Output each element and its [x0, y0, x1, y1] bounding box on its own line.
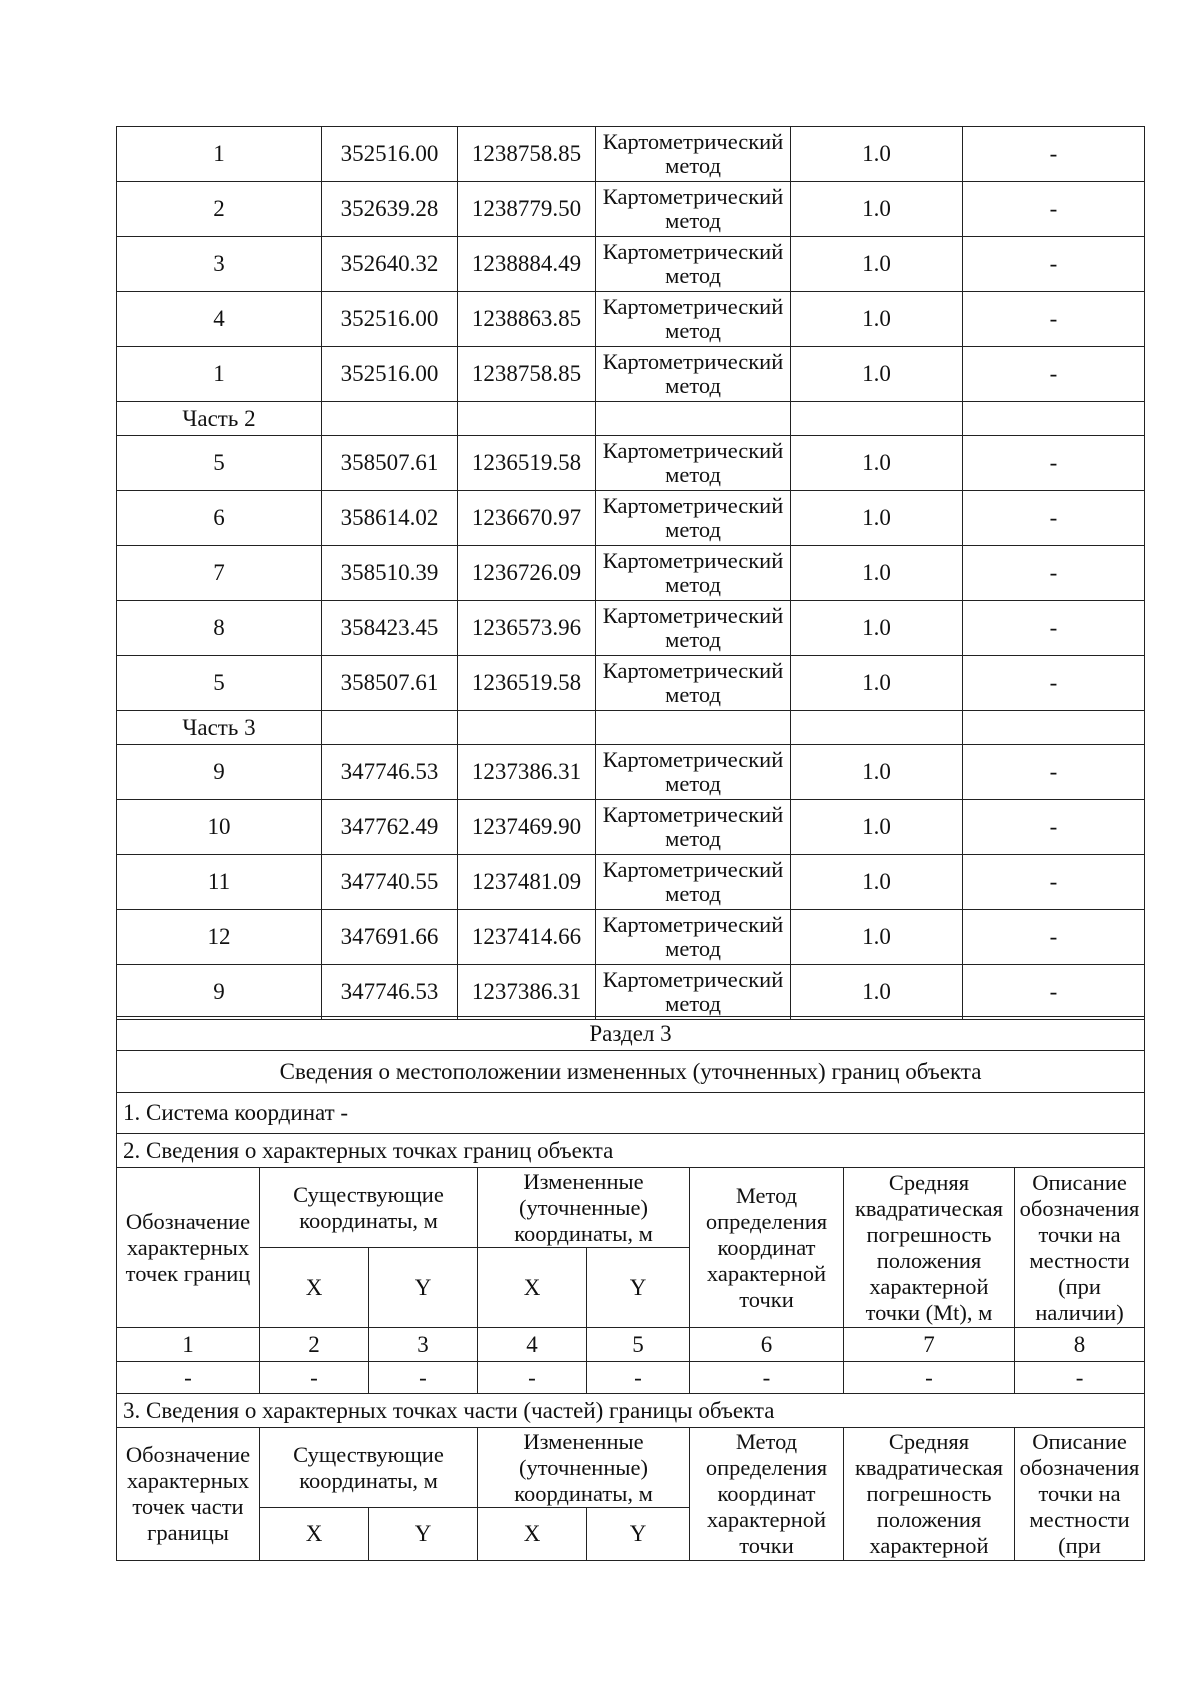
- point-y-cell: 1238758.85: [458, 347, 596, 402]
- point-x-cell: 358507.61: [322, 436, 458, 491]
- points-body: [117, 127, 1145, 1020]
- header-accuracy: Средняя квадратическая погрешность положения характерной точки (Mt), м: [844, 1168, 1015, 1328]
- point-method-cell: Картометрический метод: [596, 910, 791, 965]
- point-accuracy-cell: 1.0: [791, 546, 963, 601]
- point-description-cell: -: [963, 965, 1145, 1020]
- point-accuracy-cell: 1.0: [791, 910, 963, 965]
- point-row: [117, 182, 1145, 237]
- point-description-cell: -: [963, 347, 1145, 402]
- point-y-cell: 1238863.85: [458, 292, 596, 347]
- point-method-cell: Картометрический метод: [596, 491, 791, 546]
- point-row: [117, 546, 1145, 601]
- point-id-cell: 5: [117, 656, 322, 711]
- point-id-cell: 4: [117, 292, 322, 347]
- point-description-cell: -: [963, 436, 1145, 491]
- point-description-cell: -: [963, 237, 1145, 292]
- point-id-cell: 7: [117, 546, 322, 601]
- point-row: [117, 601, 1145, 656]
- header2-existing-x: X: [260, 1508, 369, 1561]
- header2-changed-coords: Измененные (уточненные) координаты, м: [478, 1428, 690, 1508]
- header2-changed-x: X: [478, 1508, 587, 1561]
- part-points-title: 3. Сведения о характерных точках части (частей) границы объекта: [117, 1394, 1145, 1428]
- section-heading: Сведения о местоположении измененных (уточненных) границ объекта: [117, 1051, 1145, 1093]
- point-description-cell: -: [963, 601, 1145, 656]
- header-existing-coords: Существующие координаты, м: [260, 1168, 478, 1248]
- empty-cell: -: [117, 1362, 260, 1394]
- point-method-cell: Картометрический метод: [596, 292, 791, 347]
- point-row: [117, 656, 1145, 711]
- point-accuracy-cell: 1.0: [791, 965, 963, 1020]
- part-label-row: [117, 711, 1145, 745]
- point-method-cell: Картометрический метод: [596, 745, 791, 800]
- point-y-cell: 1237386.31: [458, 745, 596, 800]
- empty-cell: -: [260, 1362, 369, 1394]
- point-x-cell: 358510.39: [322, 546, 458, 601]
- point-x-cell: 358614.02: [322, 491, 458, 546]
- point-y-cell: 1238884.49: [458, 237, 596, 292]
- point-id-cell: 1: [117, 127, 322, 182]
- column-number: 7: [844, 1328, 1015, 1362]
- column-number: 3: [369, 1328, 478, 1362]
- point-description-cell: -: [963, 800, 1145, 855]
- point-x-cell: 347740.55: [322, 855, 458, 910]
- point-id-cell: 9: [117, 745, 322, 800]
- point-y-cell: 1237481.09: [458, 855, 596, 910]
- point-method-cell: Картометрический метод: [596, 601, 791, 656]
- header2-designation: Обозначение характерных точек части границы: [117, 1428, 260, 1561]
- point-accuracy-cell: 1.0: [791, 491, 963, 546]
- point-row: [117, 745, 1145, 800]
- point-y-cell: 1236573.96: [458, 601, 596, 656]
- column-numbers-row: [117, 1328, 1145, 1362]
- point-id-cell: 10: [117, 800, 322, 855]
- point-y-cell: 1236670.97: [458, 491, 596, 546]
- point-description-cell: -: [963, 491, 1145, 546]
- point-accuracy-cell: 1.0: [791, 601, 963, 656]
- points-table: [116, 126, 1145, 1020]
- header2-accuracy: Средняя квадратическая погрешность положения характерной: [844, 1428, 1015, 1561]
- header2-method: Метод определения координат характерной точки: [690, 1428, 844, 1561]
- section-title: Раздел 3: [117, 1017, 1145, 1051]
- point-id-cell: 2: [117, 182, 322, 237]
- point-row: [117, 237, 1145, 292]
- empty-cell: -: [690, 1362, 844, 1394]
- empty-cell: [791, 711, 963, 745]
- point-x-cell: 352640.32: [322, 237, 458, 292]
- point-id-cell: 12: [117, 910, 322, 965]
- point-accuracy-cell: 1.0: [791, 347, 963, 402]
- point-description-cell: -: [963, 745, 1145, 800]
- point-y-cell: 1238758.85: [458, 127, 596, 182]
- point-method-cell: Картометрический метод: [596, 800, 791, 855]
- header-description: Описание обозначения точки на местности (при наличии): [1015, 1168, 1145, 1328]
- point-x-cell: 347746.53: [322, 965, 458, 1020]
- section3-table: [116, 1016, 1145, 1561]
- header-changed-coords: Измененные (уточненные) координаты, м: [478, 1168, 690, 1248]
- empty-cell: [322, 711, 458, 745]
- empty-cell: [963, 711, 1145, 745]
- point-description-cell: -: [963, 855, 1145, 910]
- empty-data-row: [117, 1362, 1145, 1394]
- point-description-cell: -: [963, 656, 1145, 711]
- point-row: [117, 292, 1145, 347]
- part-label: Часть 2: [117, 402, 322, 436]
- point-y-cell: 1236519.58: [458, 436, 596, 491]
- empty-cell: [322, 402, 458, 436]
- coord-system-line: 1. Система координат -: [117, 1093, 1145, 1134]
- column-number: 8: [1015, 1328, 1145, 1362]
- point-y-cell: 1236726.09: [458, 546, 596, 601]
- point-method-cell: Картометрический метод: [596, 965, 791, 1020]
- point-x-cell: 352639.28: [322, 182, 458, 237]
- point-x-cell: 347762.49: [322, 800, 458, 855]
- header-existing-x: X: [260, 1248, 369, 1328]
- part-label-row: [117, 402, 1145, 436]
- point-row: [117, 855, 1145, 910]
- point-id-cell: 11: [117, 855, 322, 910]
- header-changed-x: X: [478, 1248, 587, 1328]
- point-x-cell: 352516.00: [322, 127, 458, 182]
- column-number: 6: [690, 1328, 844, 1362]
- header-existing-y: Y: [369, 1248, 478, 1328]
- empty-cell: -: [844, 1362, 1015, 1394]
- header-method: Метод определения координат характерной точки: [690, 1168, 844, 1328]
- point-accuracy-cell: 1.0: [791, 656, 963, 711]
- point-x-cell: 352516.00: [322, 347, 458, 402]
- header-designation: Обозначение характерных точек границ: [117, 1168, 260, 1328]
- point-accuracy-cell: 1.0: [791, 292, 963, 347]
- point-method-cell: Картометрический метод: [596, 237, 791, 292]
- point-description-cell: -: [963, 910, 1145, 965]
- point-method-cell: Картометрический метод: [596, 546, 791, 601]
- point-description-cell: -: [963, 182, 1145, 237]
- point-accuracy-cell: 1.0: [791, 745, 963, 800]
- point-description-cell: -: [963, 127, 1145, 182]
- point-row: [117, 436, 1145, 491]
- point-x-cell: 358507.61: [322, 656, 458, 711]
- point-method-cell: Картометрический метод: [596, 656, 791, 711]
- column-number: 5: [587, 1328, 690, 1362]
- empty-cell: -: [1015, 1362, 1145, 1394]
- header-changed-y: Y: [587, 1248, 690, 1328]
- column-number: 2: [260, 1328, 369, 1362]
- point-accuracy-cell: 1.0: [791, 182, 963, 237]
- point-row: [117, 910, 1145, 965]
- empty-cell: [596, 402, 791, 436]
- point-y-cell: 1237386.31: [458, 965, 596, 1020]
- point-description-cell: -: [963, 546, 1145, 601]
- point-method-cell: Картометрический метод: [596, 855, 791, 910]
- point-y-cell: 1237414.66: [458, 910, 596, 965]
- point-accuracy-cell: 1.0: [791, 436, 963, 491]
- point-accuracy-cell: 1.0: [791, 800, 963, 855]
- boundary-points-title: 2. Сведения о характерных точках границ объекта: [117, 1134, 1145, 1168]
- header2-existing-y: Y: [369, 1508, 478, 1561]
- point-id-cell: 8: [117, 601, 322, 656]
- point-description-cell: -: [963, 292, 1145, 347]
- point-y-cell: 1237469.90: [458, 800, 596, 855]
- empty-cell: -: [478, 1362, 587, 1394]
- point-x-cell: 352516.00: [322, 292, 458, 347]
- point-id-cell: 3: [117, 237, 322, 292]
- point-row: [117, 965, 1145, 1020]
- point-id-cell: 6: [117, 491, 322, 546]
- point-row: [117, 347, 1145, 402]
- point-accuracy-cell: 1.0: [791, 127, 963, 182]
- point-row: [117, 127, 1145, 182]
- header2-changed-y: Y: [587, 1508, 690, 1561]
- column-number: 1: [117, 1328, 260, 1362]
- column-number: 4: [478, 1328, 587, 1362]
- empty-cell: [458, 402, 596, 436]
- header2-existing-coords: Существующие координаты, м: [260, 1428, 478, 1508]
- point-id-cell: 5: [117, 436, 322, 491]
- empty-cell: [963, 402, 1145, 436]
- part-label: Часть 3: [117, 711, 322, 745]
- point-id-cell: 1: [117, 347, 322, 402]
- point-x-cell: 347691.66: [322, 910, 458, 965]
- empty-cell: [596, 711, 791, 745]
- point-method-cell: Картометрический метод: [596, 347, 791, 402]
- point-row: [117, 800, 1145, 855]
- empty-cell: [791, 402, 963, 436]
- point-row: [117, 491, 1145, 546]
- point-x-cell: 358423.45: [322, 601, 458, 656]
- empty-cell: -: [369, 1362, 478, 1394]
- point-method-cell: Картометрический метод: [596, 182, 791, 237]
- point-method-cell: Картометрический метод: [596, 127, 791, 182]
- point-y-cell: 1236519.58: [458, 656, 596, 711]
- point-accuracy-cell: 1.0: [791, 237, 963, 292]
- header2-description: Описание обозначения точки на местности (при: [1015, 1428, 1145, 1561]
- empty-cell: -: [587, 1362, 690, 1394]
- empty-cell: [458, 711, 596, 745]
- point-y-cell: 1238779.50: [458, 182, 596, 237]
- point-x-cell: 347746.53: [322, 745, 458, 800]
- point-method-cell: Картометрический метод: [596, 436, 791, 491]
- point-accuracy-cell: 1.0: [791, 855, 963, 910]
- point-id-cell: 9: [117, 965, 322, 1020]
